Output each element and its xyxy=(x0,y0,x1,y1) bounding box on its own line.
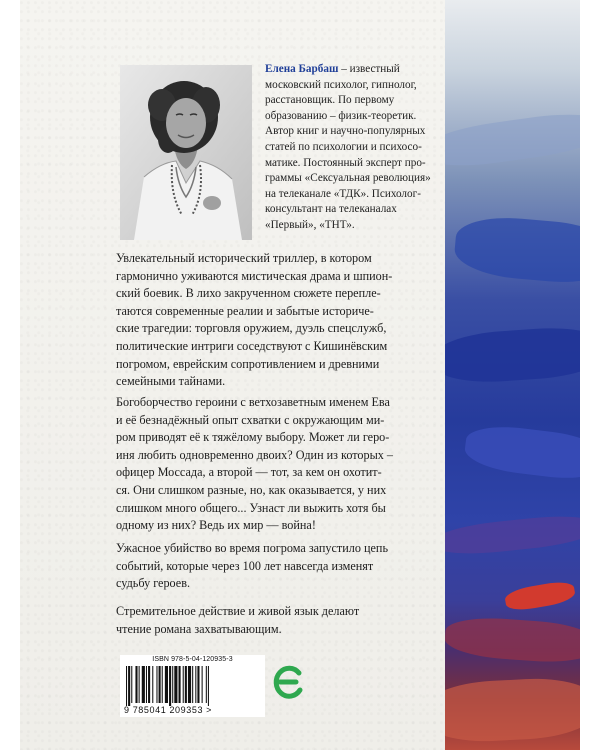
barcode-bar xyxy=(159,666,161,703)
barcode-bar xyxy=(146,666,147,703)
text-line: семейными тайнами. xyxy=(116,374,226,389)
bio-line: граммы «Сексуальная революция» xyxy=(265,172,431,185)
barcode-bar xyxy=(169,666,171,706)
barcode-bar xyxy=(156,666,157,703)
bio-line: – известный xyxy=(338,63,400,75)
barcode-bar xyxy=(197,666,199,703)
bio-line: образованию – физик-теоретик. xyxy=(265,109,417,122)
annotation-paragraph-3 xyxy=(116,540,441,593)
isbn-label: ISBN 978-5-04-120935-3 xyxy=(152,656,233,663)
painting-strip xyxy=(445,0,580,750)
barcode-bar xyxy=(195,666,196,703)
text-line: ский боевик. В лихо закрученном сюжете перепле- xyxy=(116,286,381,301)
book-back-cover xyxy=(20,0,580,750)
text-line: Богоборчество героини с ветхозаветным именем Ева xyxy=(116,395,390,409)
bio-line: расстановщик. По первому xyxy=(265,94,395,107)
bio-line: «Первый», «ТНТ». xyxy=(265,218,355,231)
author-name: Елена Барбаш xyxy=(265,63,339,75)
author-bio xyxy=(265,62,443,234)
barcode-bar xyxy=(139,666,140,703)
text-line: событий, которые через 100 лет навсегда изменят xyxy=(116,558,374,573)
text-line: Ужасное убийство во время погрома запустило цепь xyxy=(116,541,389,555)
author-photo xyxy=(120,65,252,240)
barcode-bar xyxy=(174,666,177,703)
barcode-bar xyxy=(162,666,163,703)
barcode-bar xyxy=(172,666,173,703)
barcode-bar xyxy=(208,666,209,706)
barcode-bar xyxy=(179,666,181,703)
text-line: слишком много общего... Узнаст ли выжить хотя бы xyxy=(116,500,386,515)
barcode-bar xyxy=(152,666,153,703)
text-line: Увлекательный исторический триллер, в котором xyxy=(116,251,372,265)
barcode-bar xyxy=(192,666,193,703)
barcode-bar xyxy=(183,666,184,703)
text-line: судьбу героев. xyxy=(116,576,191,591)
eksmo-logo-icon xyxy=(272,662,306,702)
text-line: политические интриги соседствуют с Кишинёвским xyxy=(116,338,388,353)
isbn-barcode xyxy=(120,655,265,717)
annotation-paragraph-1 xyxy=(116,250,441,391)
barcode-bar xyxy=(188,666,191,703)
barcode-bar xyxy=(185,666,187,703)
bio-line: на телеканале «ТДК». Психолог- xyxy=(265,187,421,200)
barcode-bar xyxy=(126,666,127,706)
bio-line: консультант на телеканалах xyxy=(265,203,397,216)
barcode-bar xyxy=(131,666,132,703)
text-line: ром приводят её к тяжёлому выбору. Может ли геро- xyxy=(116,430,390,445)
barcode-bar xyxy=(202,666,203,703)
text-line: Стремительное действие и живой язык делают xyxy=(116,604,360,618)
bio-line: матике. Постоянный эксперт про- xyxy=(265,156,426,169)
text-line: таются современные реалии и забытые историче- xyxy=(116,303,374,318)
text-line: и её безнадёжный опыт схватки с окружающим ми- xyxy=(116,412,385,427)
text-line: чтение романа захватывающим. xyxy=(116,621,282,636)
text-line: гармонично уживаются мистическая драма и шпион- xyxy=(116,268,393,283)
annotation-paragraph-2 xyxy=(116,394,441,535)
annotation-paragraph-4 xyxy=(116,603,441,638)
text-line: офицер Моссада, а второй — тот, за кем он охотит- xyxy=(116,465,382,480)
barcode-bar xyxy=(148,666,150,703)
bio-line: Автор книг и научно-популярных xyxy=(265,125,426,138)
barcode-bar xyxy=(142,666,145,703)
barcode-digits: 9 785041 209353 > xyxy=(124,705,213,715)
barcode-bar xyxy=(135,666,137,703)
text-line: погромом, еврейским сопротивлением и древними xyxy=(116,356,380,371)
text-line: иня любить одновременно двоих? Один из которых – xyxy=(116,447,394,462)
text-line: ся. Они слишком разные, но, как оказывается, у них xyxy=(116,482,387,497)
barcode-bar xyxy=(206,666,207,703)
barcode-bars xyxy=(124,666,261,706)
bio-line: статей по психологии и психосо- xyxy=(265,140,422,153)
author-portrait-illustration xyxy=(120,65,252,240)
barcode-bar xyxy=(165,666,168,703)
bio-line: московский психолог, гипнолог, xyxy=(265,78,417,91)
text-line: одному из них? Ведь их мир — война! xyxy=(116,518,316,533)
text-line: ские трагедии: торговля оружием, дуэль спецслужб, xyxy=(116,321,387,336)
barcode-bar xyxy=(128,666,130,706)
